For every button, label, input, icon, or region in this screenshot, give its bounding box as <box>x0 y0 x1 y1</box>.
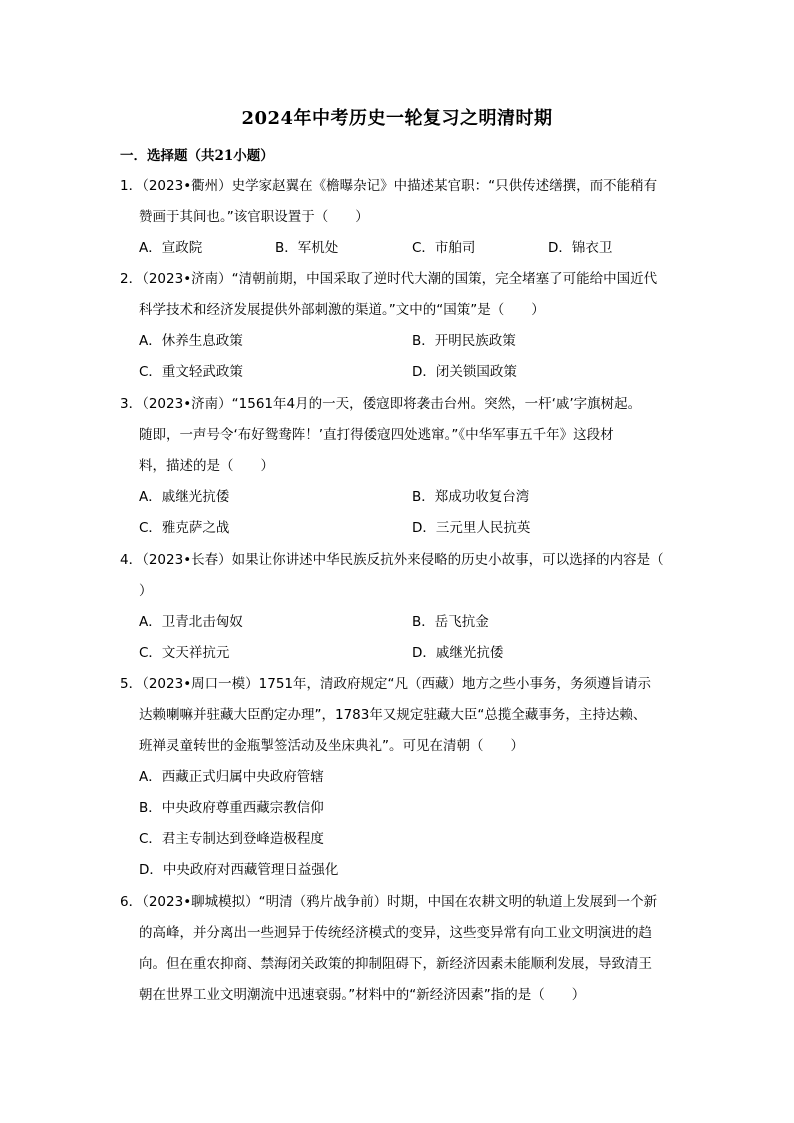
question-1-line-2: 赞画于其间也。”该官职设置于（ ） <box>139 209 369 225</box>
question-2-option-b: B．开明民族政策 <box>412 333 516 349</box>
question-6-line-1: 6．（2023•聊城模拟）“明清（鸦片战争前）时期，中国在农耕文明的轨道上发展到一个新 <box>120 894 658 910</box>
question-2-line-1: 2．（2023•济南）“清朝前期，中国采取了逆时代大潮的国策，完全堵塞了可能给中国近代 <box>120 271 658 287</box>
question-5-line-2: 达赖喇嘛并驻藏大臣酌定办理”，1783年又规定驻藏大臣“总揽全藏事务，主持达赖、 <box>139 707 647 723</box>
section-heading: 一．选择题（共21小题） <box>120 148 274 164</box>
question-5-line-1: 5．（2023•周口一模）1751年，清政府规定“凡（西藏）地方之些小事务，务须遵旨请示 <box>120 676 652 692</box>
question-3-option-b: B．郑成功收复台湾 <box>412 489 530 505</box>
question-2-option-d: D．闭关锁国政策 <box>412 364 517 380</box>
question-5-option-a: A．西藏正式归属中央政府管辖 <box>139 769 324 785</box>
question-2-option-a: A．休养生息政策 <box>139 333 243 349</box>
question-1-option-b: B．军机处 <box>275 240 339 256</box>
question-4-option-a: A．卫青北击匈奴 <box>139 614 243 630</box>
question-4-line-2: ） <box>139 583 153 599</box>
question-6-line-3: 向。但在重农抑商、禁海闭关政策的抑制阻碍下，新经济因素未能顺利发展，导致清王 <box>139 956 652 972</box>
question-4-option-c: C．文天祥抗元 <box>139 645 230 661</box>
question-5-option-d: D．中央政府对西藏管理日益强化 <box>139 862 339 878</box>
question-1-line-1: 1．（2023•衢州）史学家赵翼在《檐曝杂记》中描述某官职：“只供传述缮撰，而不能稍有 <box>120 178 658 194</box>
question-3-option-d: D．三元里人民抗英 <box>412 520 531 536</box>
question-1-option-d: D．锦衣卫 <box>548 240 613 256</box>
question-4-line-1: 4．（2023•长春）如果让你讲述中华民族反抗外来侵略的历史小故事，可以选择的内容是（ <box>120 552 664 568</box>
question-3-option-c: C．雅克萨之战 <box>139 520 230 536</box>
question-3-option-a: A．戚继光抗倭 <box>139 489 230 505</box>
question-6-line-2: 的高峰，并分离出一些迥异于传统经济模式的变异，这些变异常有向工业文明演进的趋 <box>139 925 652 941</box>
question-4-option-b: B．岳飞抗金 <box>412 614 489 630</box>
page-title: 2024年中考历史一轮复习之明清时期 <box>241 108 553 129</box>
question-3-line-2: 随即，一声号令‘布好鸳鸯阵！’直打得倭寇四处逃窜。”《中华军事五千年》这段材 <box>139 427 614 443</box>
question-2-option-c: C．重文轻武政策 <box>139 364 243 380</box>
question-1-option-c: C．市舶司 <box>412 240 476 256</box>
question-5-line-3: 班禅灵童转世的金瓶掣签活动及坐床典礼”。可见在清朝（ ） <box>139 738 524 754</box>
question-2-line-2: 科学技术和经济发展提供外部刺激的渠道。”文中的“国策”是（ ） <box>139 302 545 318</box>
question-5-option-c: C．君主专制达到登峰造极程度 <box>139 831 324 847</box>
question-1-option-a: A．宣政院 <box>139 240 203 256</box>
question-6-line-4: 朝在世界工业文明潮流中迅速衰弱。”材料中的“新经济因素”指的是（ ） <box>139 987 586 1003</box>
question-3-line-3: 料，描述的是（ ） <box>139 458 274 474</box>
question-3-line-1: 3．（2023•济南）“1561年4月的一天，倭寇即将袭击台州。突然，一杆‘戚’字旗树起。 <box>120 396 642 412</box>
question-4-option-d: D．戚继光抗倭 <box>412 645 504 661</box>
question-5-option-b: B．中央政府尊重西藏宗教信仰 <box>139 800 324 816</box>
